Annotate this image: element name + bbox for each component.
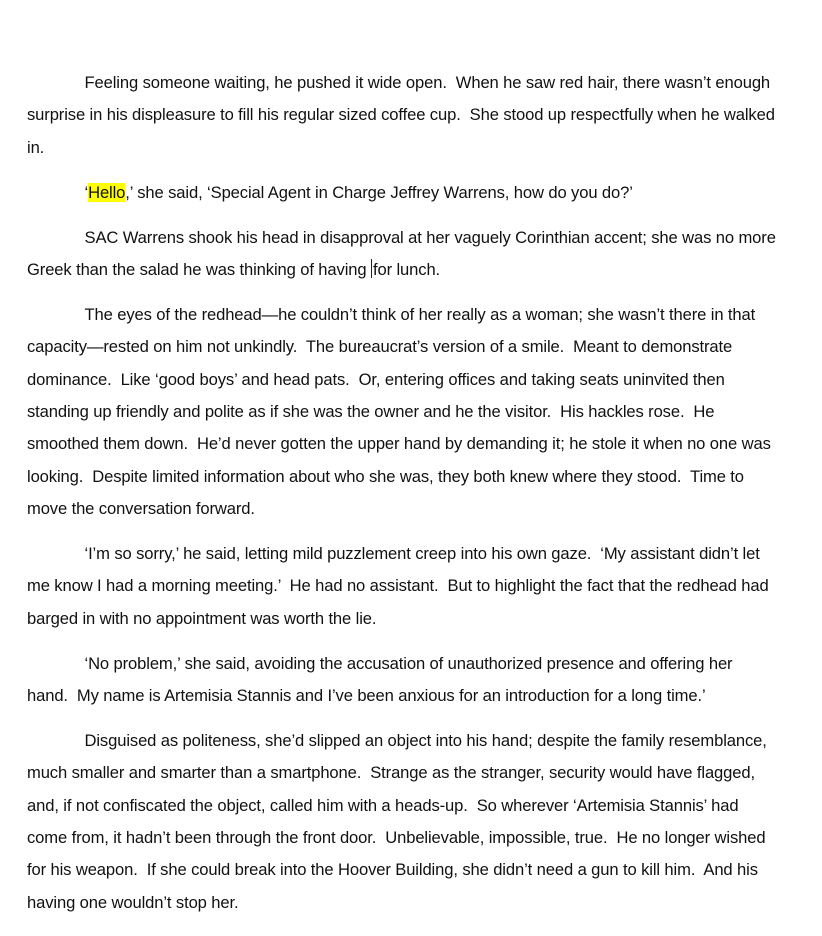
paragraph-1[interactable]: Feeling someone waiting, he pushed it wide open. When he saw red hair, there wasn’t enough surprise in his displeasure to fill his regular sized coffee cup. She stood up respectfully when he walked in. — [27, 73, 780, 157]
paragraph-5[interactable]: ‘I’m so sorry,’ he said, letting mild puzzlement creep into his own gaze. ‘My assistant didn’t let me know I had a morning meeting.’ He had no assistant. But to highlight the fact that the redhead had barged in with no appointment was worth the lie. — [27, 544, 774, 628]
document-page[interactable] — [27, 67, 781, 932]
highlighted-word[interactable]: Hello — [88, 182, 126, 202]
paragraph-3-after-caret: for lunch. — [372, 260, 441, 280]
paragraph-3[interactable] — [27, 222, 781, 287]
paragraph-6[interactable]: ‘No problem,’ she said, avoiding the accusation of unauthorized presence and offering her hand. My name is Artemisia Stannis and I’ve been anxious for an introduction for a long time.’ — [27, 653, 737, 706]
opening-quote: ‘ — [84, 182, 89, 202]
paragraph-2[interactable] — [27, 177, 777, 209]
paragraph-4[interactable]: The eyes of the redhead—he couldn’t think of her really as a woman; she wasn’t there in that capacity—rested on him not unkindly. The bureaucrat’s version of a smile. Meant to demonstrate dominance. Like ‘good boys’ and head pats. Or, entering offices and taking seats uninvited then standing up friendly and polite as if she was the owner and he the visitor. His hackles rose. He smoothed them down. He’d never gotten the upper hand by demanding it; he stole it when no one was looking. Despite limited information about who she was, they both knew where they stood. Time to move the conversation forward. — [27, 305, 776, 518]
paragraph-3-before-caret: SAC Warrens shook his head in disapproval at her vaguely Corinthian accent; she was no more Greek than the salad he was thinking of having — [27, 227, 781, 280]
paragraph-2-rest: ,’ she said, ‘Special Agent in Charge Jeffrey Warrens, how do you do?’ — [125, 182, 633, 202]
text-cursor — [371, 259, 372, 278]
paragraph-7[interactable]: Disguised as politeness, she’d slipped an object into his hand; despite the family resemblance, much smaller and smarter than a smartphone. Strange as the stranger, security would have flagged, and, if not confiscated the object, called him with a heads-up. So wherever ‘Artemisia Stannis’ had come from, it hadn’t been through the front door. Unbelievable, impossible, true. He no longer wished for his weapon. If she could break into the Hoover Building, she didn’t need a gun to kill him. And his having one wouldn’t stop her. — [27, 731, 772, 912]
